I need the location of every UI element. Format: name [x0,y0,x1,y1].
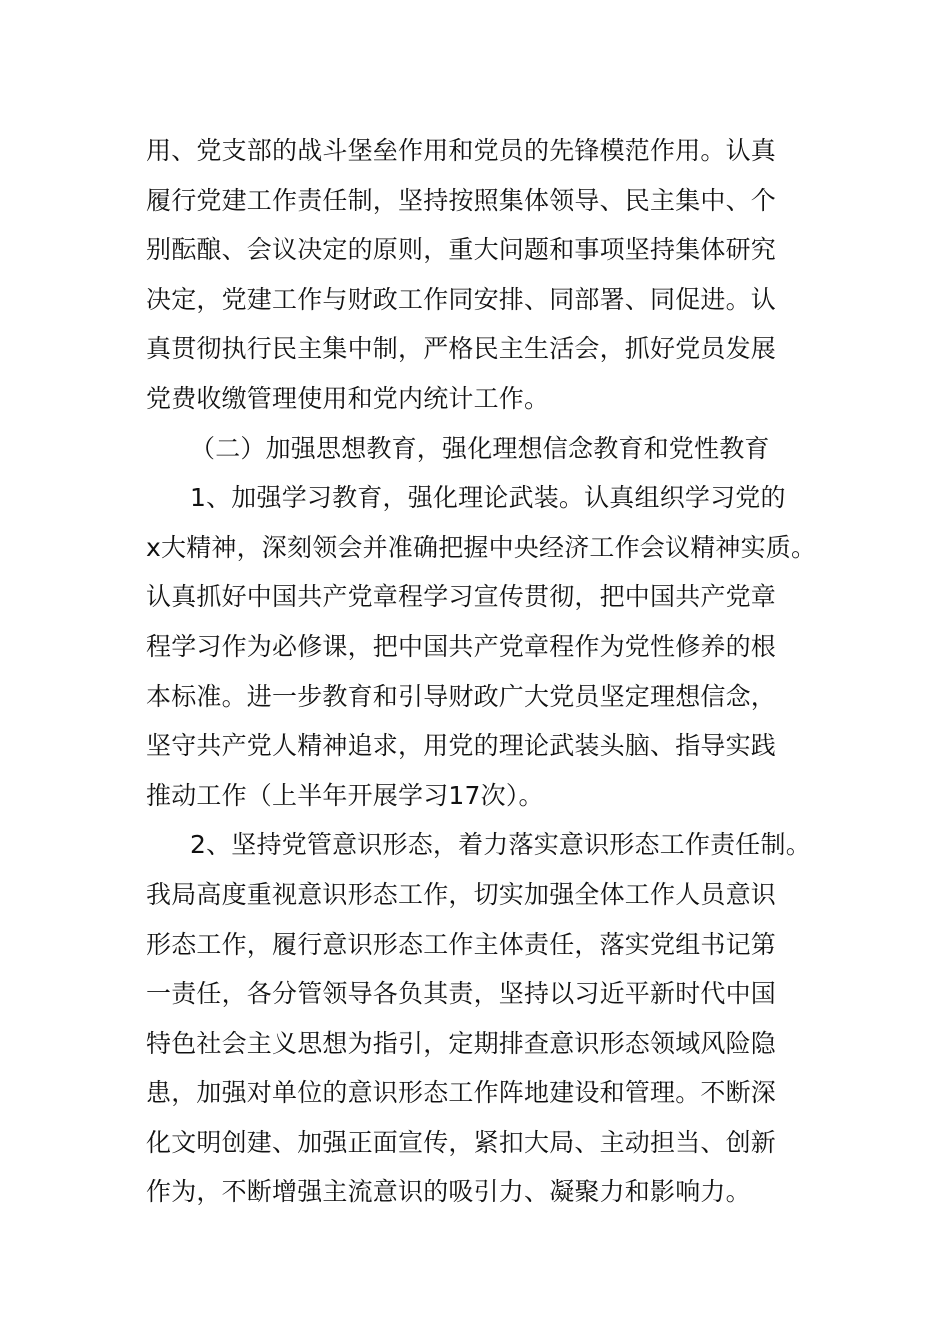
paragraph-start: 1、加强学习教育，强化理论武装。认真组织学习党的 [190,483,786,513]
text-line: x大精神，深刻领会并准确把握中央经济工作会议精神实质。 [146,532,817,562]
text-line: 形态工作，履行意识形态工作主体责任，落实党组书记第 [146,929,777,959]
text-line: 决定，党建工作与财政工作同安排、同部署、同促进。认 [146,284,777,314]
text-line: 推动工作（上半年开展学习17次）。 [146,780,544,810]
text-line: 用、党支部的战斗堡垒作用和党员的先锋模范作用。认真 [146,136,777,165]
text-line: 坚守共产党人精神追求，用党的理论武装头脑、指导实践 [146,731,777,761]
text-line: 认真抓好中国共产党章程学习宣传贯彻，把中国共产党章 [146,582,777,612]
text-line: 一责任，各分管领导各负其责，坚持以习近平新时代中国 [146,979,777,1009]
text-line: 化文明创建、加强正面宣传，紧扣大局、主动担当、创新 [146,1127,777,1157]
text-line: 特色社会主义思想为指引，定期排查意识形态领域风险隐 [146,1028,777,1058]
text-line: 我局高度重视意识形态工作，切实加强全体工作人员意识 [146,879,777,909]
text-line: 程学习作为必修课，把中国共产党章程作为党性修养的根 [146,631,777,661]
text-line: 真贯彻执行民主集中制，严格民主生活会，抓好党员发展 [146,334,777,364]
text-line: 患，加强对单位的意识形态工作阵地建设和管理。不断深 [146,1078,777,1108]
paragraph-start: 2、坚持党管意识形态，着力落实意识形态工作责任制。 [190,830,811,860]
text-line: 别酝酿、会议决定的原则，重大问题和事项坚持集体研究 [146,235,777,265]
text-line: 作为，不断增强主流意识的吸引力、凝聚力和影响力。 [146,1177,751,1207]
text-line: 履行党建工作责任制，坚持按照集体领导、民主集中、个 [146,185,777,215]
body-text [146,126,826,1217]
section-heading: （二）加强思想教育，强化理想信念教育和党性教育 [190,433,770,463]
text-line: 党费收缴管理使用和党内统计工作。 [146,383,550,413]
text-line: 本标准。进一步教育和引导财政广大党员坚定理想信念， [146,681,777,711]
